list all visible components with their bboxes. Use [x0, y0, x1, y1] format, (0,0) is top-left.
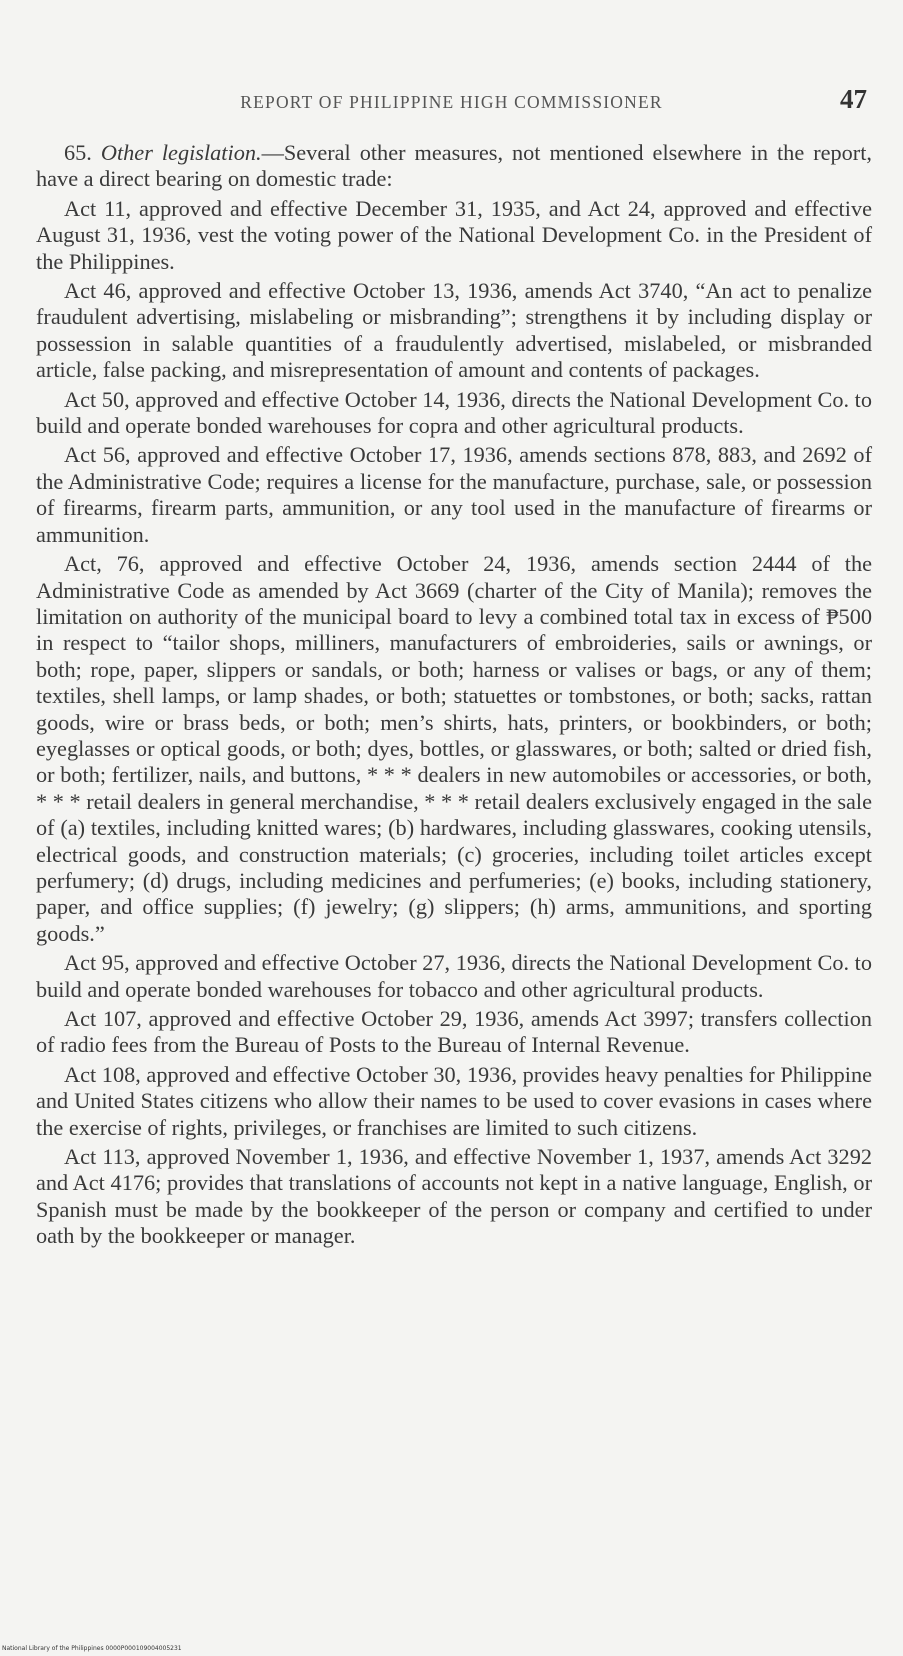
page-header	[36, 84, 867, 124]
paragraph-act-56: Act 56, approved and effective October 17, 1936, amends sections 878, 883, and 2692 of the Administrative Code; requires a license for the manufacture, purchase, sale, or possession of firearms, firearm parts, ammunition, or any tool used in the manufacture of firearms or ammunition.	[36, 442, 872, 547]
body-text	[36, 140, 872, 1253]
section-intro: —Several other measures, not mentioned elsewhere in the report, have a direct bearing on domestic trade:	[36, 140, 873, 192]
paragraph-act-107: Act 107, approved and effective October 29, 1936, amends Act 3997; transfers collection of radio fees from the Bureau of Posts to the Bureau of Internal Revenue.	[36, 1006, 872, 1058]
section-number: 65.	[64, 140, 92, 165]
paragraph-act-50: Act 50, approved and effective October 14, 1936, directs the National Development Co. to build and operate bonded warehouses for copra and other agricultural products.	[36, 386, 872, 439]
running-head: REPORT OF PHILIPPINE HIGH COMMISSIONER	[240, 92, 663, 112]
page-number: 47	[840, 84, 867, 114]
paragraph-act-46: Act 46, approved and effective October 13, 1936, amends Act 3740, “An act to penalize fraudulent advertising, mislabeling or misbranding”; strengthens it by including display or possession in salable quantities of a fraudulently advertised, mislabeled, or misbranded article, false packing, and misrepresentation of amount and contents of packages.	[36, 278, 872, 383]
paragraph-act-113: Act 113, approved November 1, 1936, and effective November 1, 1937, amends Act 3292 and Act 4176; provides that translations of accounts not kept in a native language, English, or Spanish must be made by the bookkeeper of the person or company and certified to under oath by the bookkeeper or manager.	[36, 1144, 872, 1249]
paragraph-act-76: Act, 76, approved and effective October 24, 1936, amends section 2444 of the Administrative Code as amended by Act 3669 (charter of the City of Manila); removes the limitation on authority of the municipal board to levy a combined total tax in excess of ₱500 in respect to “tailor shops, milliners, manufacturers of embroideries, sails or awnings, or both; rope, paper, slippers or sandals, or both; harness or valises or bags, or any of them; textiles, shell lamps, or lamp shades, or both; statuettes or tombstones, or both; sacks, rattan goods, wire or brass beds, or both; men’s shirts, hats, printers, or bookbinders, or both; eyeglasses or optical goods, or both; dyes, bottles, or glasswares, or both; salted or dried fish, or both; fertilizer, nails, and buttons, * * * dealers in new automobiles or accessories, or both, * * * retail dealers in general merchandise, * * * retail dealers exclusively engaged in the sale of (a) textiles, including knitted wares; (b) hardwares, including glasswares, cooking utensils, electrical goods, and construction materials; (c) groceries, including toilet articles except perfumery; (d) drugs, including medicines and perfumeries; (e) books, including stationery, paper, and office supplies; (f) jewelry; (g) slippers; (h) arms, ammunitions, and sporting goods.”	[36, 551, 872, 946]
section-title: Other legislation.	[100, 140, 262, 165]
section-intro-paragraph	[36, 140, 872, 193]
paragraph-act-108: Act 108, approved and effective October 30, 1936, provides heavy penalties for Philippine and United States citizens who allow their names to be used to cover evasions in cases where the exercise of rights, privileges, or franchises are limited to such citizens.	[36, 1061, 872, 1140]
paragraph-act-95: Act 95, approved and effective October 27, 1936, directs the National Development Co. to build and operate bonded warehouses for tobacco and other agricultural products.	[36, 950, 872, 1002]
scan-footer: National Library of the Philippines 0000P000109004005231	[2, 1645, 182, 1652]
paragraph-act-11: Act 11, approved and effective December 31, 1935, and Act 24, approved and effective August 31, 1936, vest the voting power of the National Development Co. in the President of the Philippines.	[36, 195, 872, 274]
